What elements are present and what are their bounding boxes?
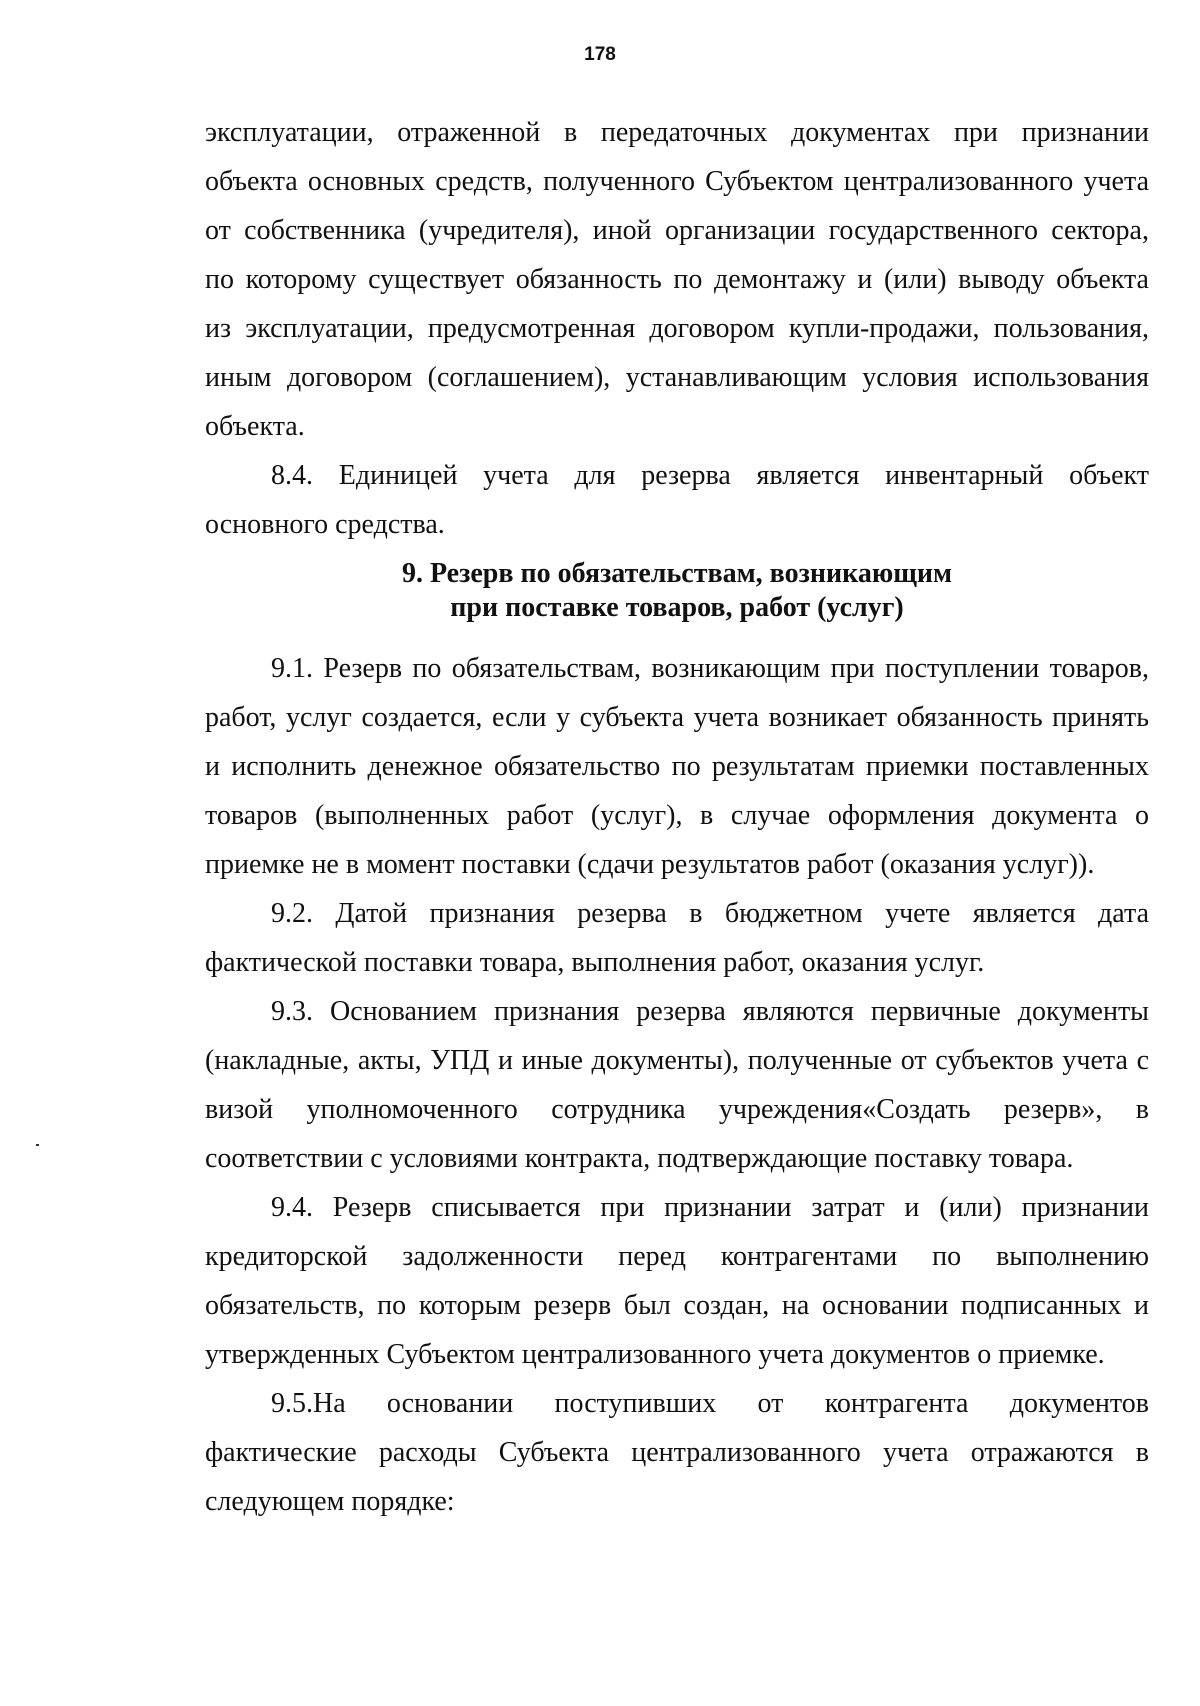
paragraph-8-4-line: 8.4. Единицей учета для резерва является инвентарный объект (271, 460, 1149, 491)
heading-line: 9. Резерв по обязательствам, возникающим (401, 558, 953, 589)
paragraph-9-3-line: 9.3. Основанием признания резерва являются первичные документы (271, 996, 1149, 1027)
paragraph-9-2-line: 9.2. Датой признания резерва в бюджетном учете является дата (271, 898, 1149, 929)
paragraph-9-3-line: (накладные, акты, УПД и иные документы), полученные от субъектов учета с (205, 1045, 1149, 1076)
text-line: из эксплуатации, предусмотренная договором купли-продажи, пользования, (205, 313, 1149, 344)
paragraph-9-4-line: 9.4. Резерв списывается при признании затрат и (или) признании (271, 1192, 1149, 1223)
paragraph-9-3-line: соответствии с условиями контракта, подтверждающие поставку товара. (205, 1143, 1074, 1174)
paragraph-9-1-line: 9.1. Резерв по обязательствам, возникающим при поступлении товаров, (271, 653, 1149, 684)
paragraph-9-4-line: утвержденных Субъектом централизованного учета документов о приемке. (205, 1339, 1105, 1370)
text-line: объекта. (205, 411, 305, 442)
paragraph-9-2-line: фактической поставки товара, выполнения работ, оказания услуг. (205, 947, 985, 978)
paragraph-9-1-line: работ, услуг создается, если у субъекта учета возникает обязанность принять (205, 702, 1149, 733)
paragraph-9-3-line: визой уполномоченного сотрудника учреждения«Создать резерв», в (205, 1094, 1149, 1125)
section-8-continuation (205, 108, 1149, 549)
paragraph-9-4-line: обязательств, по которым резерв был создан, на основании подписанных и (205, 1290, 1149, 1321)
paragraph-9-1-line: приемке не в момент поставки (сдачи результатов работ (оказания услуг)). (205, 849, 1095, 880)
text-line: эксплуатации, отраженной в передаточных документах при признании (205, 117, 1149, 148)
paragraph-8-4-line: основного средства. (205, 509, 445, 540)
paragraph-9-1-line: товаров (выполненных работ (услуг), в случае оформления документа о (205, 800, 1149, 831)
paragraph-9-1-line: и исполнить денежное обязательство по результатам приемки поставленных (205, 751, 1149, 782)
text-line: иным договором (соглашением), устанавливающим условия использования (205, 362, 1149, 393)
section-9-body (205, 644, 1149, 1526)
section-9-heading (205, 557, 1149, 625)
paragraph-9-4-line: кредиторской задолженности перед контрагентами по выполнению (205, 1241, 1149, 1272)
heading-line: при поставке товаров, работ (услуг) (450, 592, 904, 623)
paragraph-9-5-line: фактические расходы Субъекта централизованного учета отражаются в (205, 1437, 1149, 1468)
scan-speck (36, 1144, 39, 1146)
paragraph-9-5-line: 9.5.На основании поступивших от контрагента документов (271, 1388, 1149, 1419)
paragraph-9-5-line: следующем порядке: (205, 1486, 455, 1517)
text-line: по которому существует обязанность по демонтажу и (или) выводу объекта (205, 264, 1149, 295)
text-line: объекта основных средств, полученного Субъектом централизованного учета (205, 166, 1149, 197)
text-line: от собственника (учредителя), иной организации государственного сектора, (205, 215, 1149, 246)
page-number: 178 (584, 44, 616, 65)
